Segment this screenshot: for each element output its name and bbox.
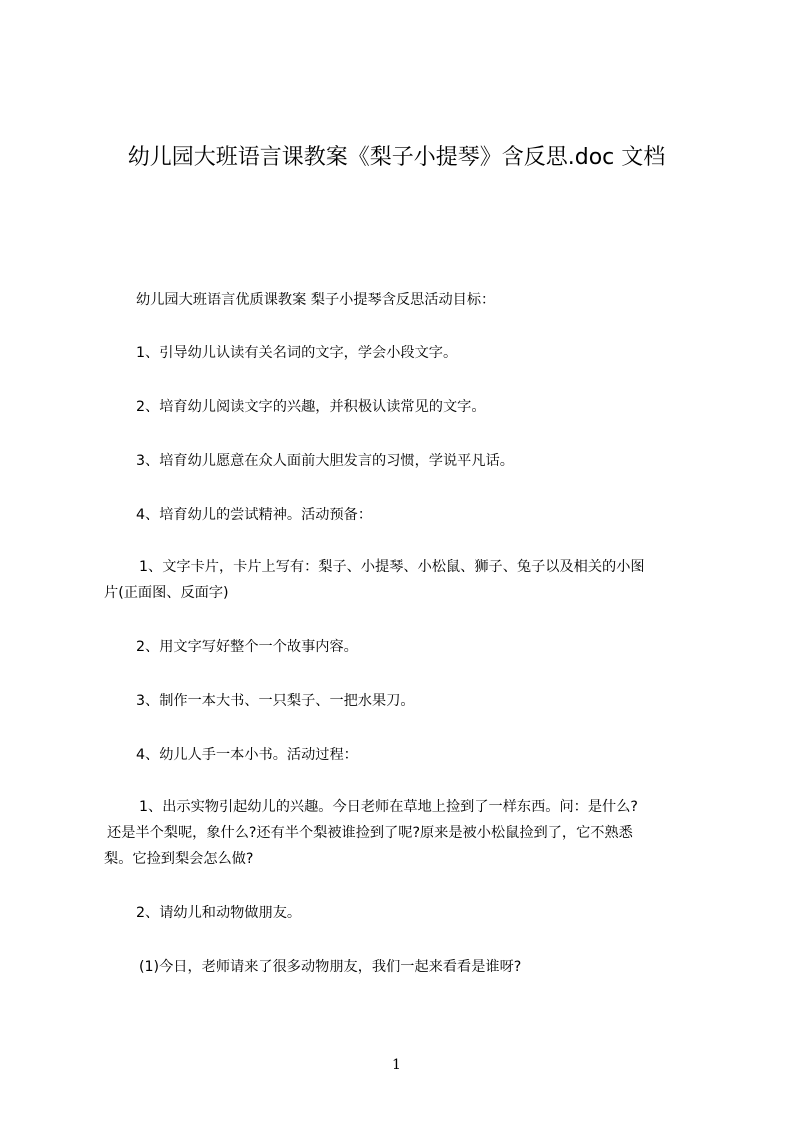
paragraph-prep-4: 4、幼儿人手一本小书。活动过程： [136,747,358,763]
page-number: 1 [392,1057,401,1073]
paragraph-goal-2: 2、培育幼儿阅读文字的兴趣，并积极认读常见的文字。 [136,399,486,415]
paragraph-prep-1-continued: 片(正面图、反面字) [104,585,229,601]
paragraph-process-2: 2、请幼儿和动物做朋友。 [136,905,302,921]
paragraph-prep-1: 1、文字卡片，卡片上写有：梨子、小提琴、小松鼠、狮子、兔子以及相关的小图 [139,559,645,575]
paragraph-goal-3: 3、培育幼儿愿意在众人面前大胆发言的习惯，学说平凡话。 [136,453,514,469]
paragraph-prep-3: 3、制作一本大书、一只梨子、一把水果刀。 [136,693,415,709]
paragraph-process-2-sub-1: (1)今日，老师请来了很多动物朋友，我们一起来看看是谁呀? [139,959,522,975]
paragraph-goal-1: 1、引导幼儿认读有关名词的文字，学会小段文字。 [136,345,458,361]
document-title: 幼儿园大班语言课教案《梨子小提琴》含反思.doc 文档 [127,145,666,170]
paragraph-activity-goals: 幼儿园大班语言优质课教案 梨子小提琴含反思活动目标： [136,292,496,308]
paragraph-prep-2: 2、用文字写好整个一个故事内容。 [136,639,358,655]
paragraph-process-1: 1、出示实物引起幼儿的兴趣。今日老师在草地上捡到了一样东西。问：是什么? [139,799,638,815]
paragraph-goal-4: 4、培育幼儿的尝试精神。活动预备： [136,507,373,523]
paragraph-process-1-line3: 梨。它捡到梨会怎么做? [104,851,254,867]
paragraph-process-1-line2: 还是半个梨呢，象什么?还有半个梨被谁捡到了呢?原来是被小松鼠捡到了，它不熟悉 [107,825,633,841]
